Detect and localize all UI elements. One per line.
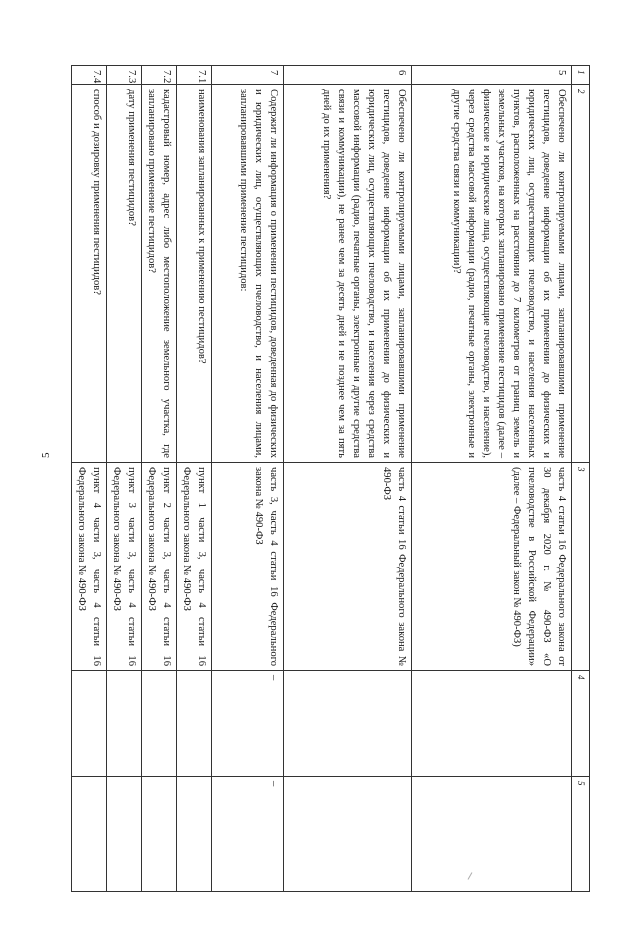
note-cell: – — [212, 777, 284, 892]
row-number: 7.2 — [142, 66, 177, 85]
question-cell: Содержит ли информация о применении пестицидов, доведенная до физических и юридических лиц, осуществляющих пчеловодство, и населения лицами, запланировавшими применение пестицидов: — [212, 85, 284, 463]
answer-cell — [107, 671, 142, 777]
answer-cell — [142, 671, 177, 777]
legal-basis-cell: часть 4 статьи 16 Федерального закона от 30 декабря 2020 г. № 490-ФЗ «О пчеловодстве в Российской Федерации» (далее – Федеральный закон № 490-ФЗ) — [412, 463, 572, 671]
answer-cell — [284, 671, 412, 777]
table-row — [71, 66, 106, 892]
row-number: 5 — [412, 66, 572, 85]
question-cell: Обеспечено ли контролируемыми лицами, запланировавшими применение пестицидов, доведение информации об их применении до физических и юридических лиц, осуществляющих пчеловодство, и населения через средства массовой информации (радио, печатные органы, электронные и другие средства связи и коммуникации), не ранее чем за десять дней и не позднее чем за пять дней до их применения? — [284, 85, 412, 463]
answer-cell: – — [212, 671, 284, 777]
note-cell — [71, 777, 106, 892]
answer-cell — [71, 671, 106, 777]
column-number: 2 — [572, 85, 590, 463]
row-number: 7 — [212, 66, 284, 85]
row-number: 7.3 — [107, 66, 142, 85]
column-number: 5 — [572, 777, 590, 892]
table-row — [412, 66, 572, 892]
page-number: 5 — [40, 452, 52, 458]
checklist-table — [71, 65, 590, 892]
column-number: 4 — [572, 671, 590, 777]
question-cell: дату применения пестицидов? — [107, 85, 142, 463]
note-cell — [284, 777, 412, 892]
legal-basis-cell: часть 4 статьи 16 Федерального закона № 490-ФЗ — [284, 463, 412, 671]
legal-basis-cell: часть 3, часть 4 статьи 16 Федерального закона № 490-ФЗ — [212, 463, 284, 671]
note-cell — [107, 777, 142, 892]
table-header-row — [572, 66, 590, 892]
answer-cell — [177, 671, 212, 777]
legal-basis-cell: пункт 4 части 3, часть 4 статьи 16 Федерального закона № 490-ФЗ — [71, 463, 106, 671]
table-row — [212, 66, 284, 892]
note-cell — [177, 777, 212, 892]
row-number: 7.4 — [71, 66, 106, 85]
note-cell — [142, 777, 177, 892]
legal-basis-cell: пункт 1 части 3, часть 4 статьи 16 Федерального закона № 490-ФЗ — [177, 463, 212, 671]
note-cell — [412, 777, 572, 892]
table-row — [142, 66, 177, 892]
question-cell: наименования запланированных к применению пестицидов? — [177, 85, 212, 463]
table-row — [284, 66, 412, 892]
table-row — [177, 66, 212, 892]
legal-basis-cell: пункт 2 части 3, часть 4 статьи 16 Федерального закона № 490-ФЗ — [142, 463, 177, 671]
column-number: 1 — [572, 66, 590, 85]
row-number: 6 — [284, 66, 412, 85]
question-cell: Обеспечено ли контролируемыми лицами, запланировавшими применение пестицидов, доведение информации об их применении до физических и юридических лиц, осуществляющих пчеловодство, и населения населенных пунктов, расположенных на расстоянии до 7 километров от границ земель и земельных участков, на которых запланировано применение пестицидов (далее – физические и юридические лица, осуществляющие пчеловодство, и население), через средства массовой информации (радио, печатные органы, электронные и другие средства связи и коммуникации)? — [412, 85, 572, 463]
question-cell: способ и дозировку применения пестицидов? — [71, 85, 106, 463]
legal-basis-cell: пункт 3 части 3, часть 4 статьи 16 Федерального закона № 490-ФЗ — [107, 463, 142, 671]
column-number: 3 — [572, 463, 590, 671]
table-row — [107, 66, 142, 892]
answer-cell — [412, 671, 572, 777]
row-number: 7.1 — [177, 66, 212, 85]
question-cell: кадастровый номер, адрес либо местоположение земельного участка, где запланировано применение пестицидов? — [142, 85, 177, 463]
rotated-table-container — [76, 65, 590, 891]
